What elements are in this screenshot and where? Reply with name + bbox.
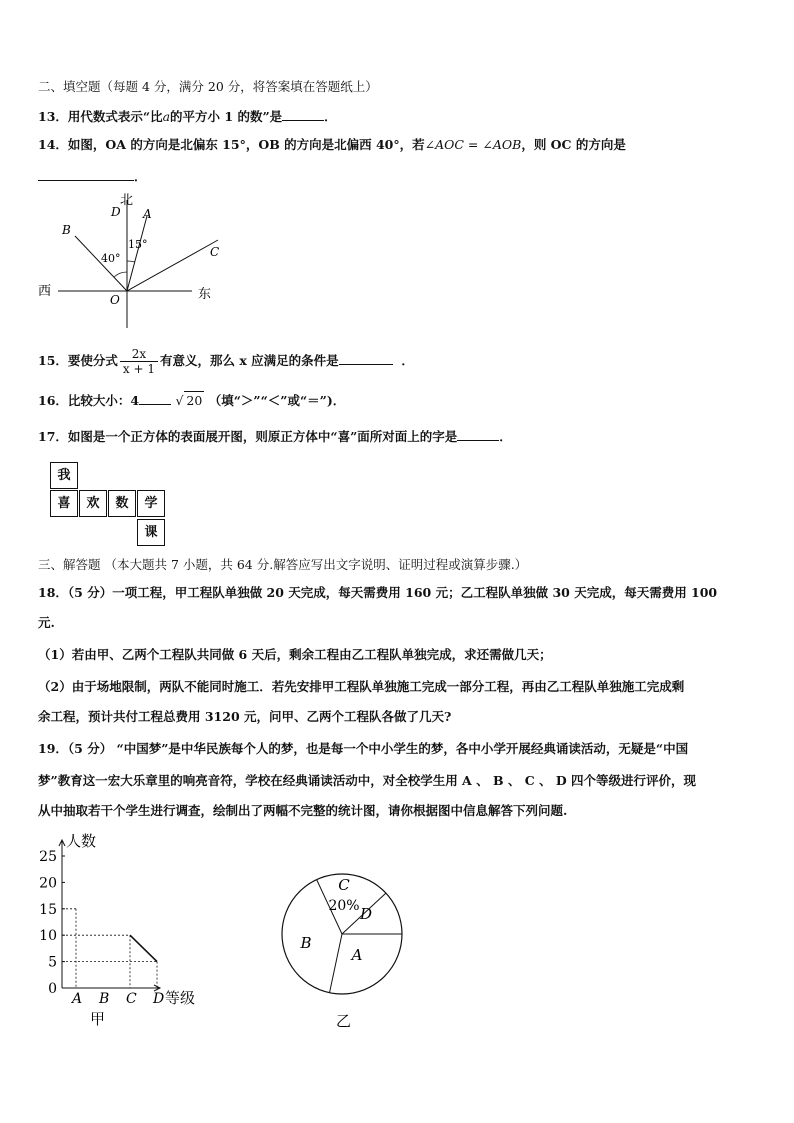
q13-variable: a	[162, 109, 171, 124]
q18-line-1: 18．（5 分）一项工程，甲工程队单独做 20 天完成，每天需费用 160 元；乙工程队单独做 30 天完成，每天需费用 100	[38, 585, 718, 600]
q16-prefix: 16．比较大小：4	[38, 393, 140, 408]
label-east: 东	[198, 287, 212, 302]
q18-sub-1: （1）若由甲、乙两个工程队共同做 6 天后，剩余工程由乙工程队单独完成，求还需做几天；	[38, 647, 552, 662]
net-cell-bottom: 课	[137, 519, 165, 546]
q16-suffix: （填“＞”“＜”或“＝”)．	[208, 393, 346, 408]
q17-text: 17．如图是一个正方体的表面展开图，则原正方体中“喜”面所对面上的字是	[38, 429, 458, 444]
q16-answer-blank[interactable]	[139, 390, 171, 405]
question-17	[38, 426, 512, 446]
x-tick-label: D	[153, 991, 165, 1007]
net-cell-3: 数	[108, 490, 136, 517]
q15-numerator: 2x	[120, 347, 158, 362]
pie-slice-percent: 20%	[328, 898, 360, 914]
y-tick-label: 20	[39, 875, 57, 892]
q18-sub-2-line-2: 余工程，预计共付工程总费用 3120 元，问甲、乙两个工程队各做了几天?	[38, 709, 452, 724]
question-15	[38, 346, 414, 376]
q18-line-2: 元.	[38, 615, 55, 630]
q14-text-a: 14．如图，OA 的方向是北偏东 15°，OB 的方向是北偏西 40°，若	[38, 137, 425, 152]
q14-answer-line	[38, 166, 147, 186]
q16-radicand: 20	[186, 393, 203, 408]
q17-answer-blank[interactable]	[457, 426, 499, 441]
q19-line-2: 梦”教育这一宏大乐章里的响亮音符，学校在经典诵读活动中，对全校学生用 A 、 B 、 C 、 D 四个等级进行评价，现	[38, 773, 697, 788]
x-tick-label: C	[126, 991, 137, 1007]
y-tick-label: 5	[48, 954, 57, 971]
cube-net	[50, 462, 170, 552]
label-O: O	[110, 293, 120, 307]
q15-denominator: x + 1	[122, 362, 155, 376]
q17-end: ．	[499, 429, 512, 444]
q15-fraction	[120, 347, 158, 376]
chart-caption: 乙	[336, 1012, 352, 1030]
net-cell-1: 喜	[50, 490, 78, 517]
question-13	[38, 106, 337, 126]
chart-caption: 甲	[90, 1010, 106, 1028]
label-A: A	[143, 207, 152, 221]
q19-line-1: 19．（5 分） “中国梦”是中华民族每个人的梦，也是每一个中小学生的梦，各中小学开展经典诵读活动，无疑是“中国	[38, 741, 689, 756]
pie-chart-yi	[270, 860, 420, 1040]
label-angle-40: 40°	[101, 252, 121, 265]
q15-prefix: 15．要使分式	[38, 353, 118, 368]
q15-end: ．	[401, 353, 414, 368]
q14-answer-blank[interactable]	[38, 166, 134, 181]
x-axis-label: 等级	[165, 989, 196, 1007]
net-cell-2: 欢	[79, 490, 107, 517]
label-D: D	[111, 205, 121, 219]
q13-prefix: 13．用代数式表示“比	[38, 109, 163, 124]
section-2-header: 二、填空题（每题 4 分，满分 20 分，将答案填在答题纸上）	[38, 79, 378, 94]
label-C: C	[210, 245, 220, 259]
net-cell-top: 我	[50, 462, 78, 489]
q14-formula: ∠AOC = ∠AOB	[424, 137, 522, 152]
question-16	[38, 390, 345, 410]
x-tick-label: A	[72, 991, 83, 1007]
section-3-header: 三、解答题 （本大题共 7 小题，共 64 分.解答应写出文字说明、证明过程或演算步骤.）	[38, 557, 528, 572]
q13-suffix: 的平方小 1 的数”是	[170, 109, 283, 124]
angle-15-arc	[127, 261, 135, 262]
q14-text-b: ，则 OC 的方向是	[521, 137, 626, 152]
label-B: B	[62, 223, 71, 237]
label-west: 西	[38, 284, 52, 299]
q19-line-3: 从中抽取若干个学生进行调查，绘制出了两幅不完整的统计图，请你根据图中信息解答下列问题.	[38, 803, 568, 818]
q18-sub-2-line-1: （2）由于场地限制，两队不能同时施工．若先安排甲工程队单独施工完成一部分工程，再由乙工程队单独施工完成剩	[38, 679, 685, 694]
pie-slice-label: B	[300, 934, 312, 952]
y-tick-label: 15	[39, 901, 57, 918]
q15-answer-blank[interactable]	[339, 350, 393, 365]
y-tick-label: 10	[39, 928, 57, 945]
net-cell-4: 学	[137, 490, 165, 517]
q13-end: ．	[324, 109, 337, 124]
label-angle-15: 15°	[128, 238, 148, 251]
q16-sqrt: √ 20	[175, 393, 203, 408]
label-north: 北	[120, 193, 134, 208]
series-line	[130, 935, 157, 961]
q14-end: ．	[134, 169, 147, 184]
y-tick-label: 25	[39, 849, 57, 865]
bar-chart-jia	[30, 826, 240, 1036]
y-tick-label: 0	[48, 981, 57, 997]
question-14	[38, 136, 626, 154]
pie-divider	[330, 934, 342, 993]
pie-slice-label: C	[338, 876, 350, 894]
angle-40-arc	[114, 272, 127, 277]
x-tick-label: B	[99, 991, 110, 1007]
q13-answer-blank[interactable]	[282, 106, 324, 121]
q15-suffix: 有意义，那么 x 应满足的条件是	[160, 353, 339, 368]
pie-slice-label: A	[351, 946, 363, 964]
q14-direction-figure	[30, 188, 230, 338]
ray-OA	[127, 216, 147, 291]
pie-slice-label: D	[359, 905, 373, 923]
y-axis-label: 人数	[66, 832, 97, 850]
